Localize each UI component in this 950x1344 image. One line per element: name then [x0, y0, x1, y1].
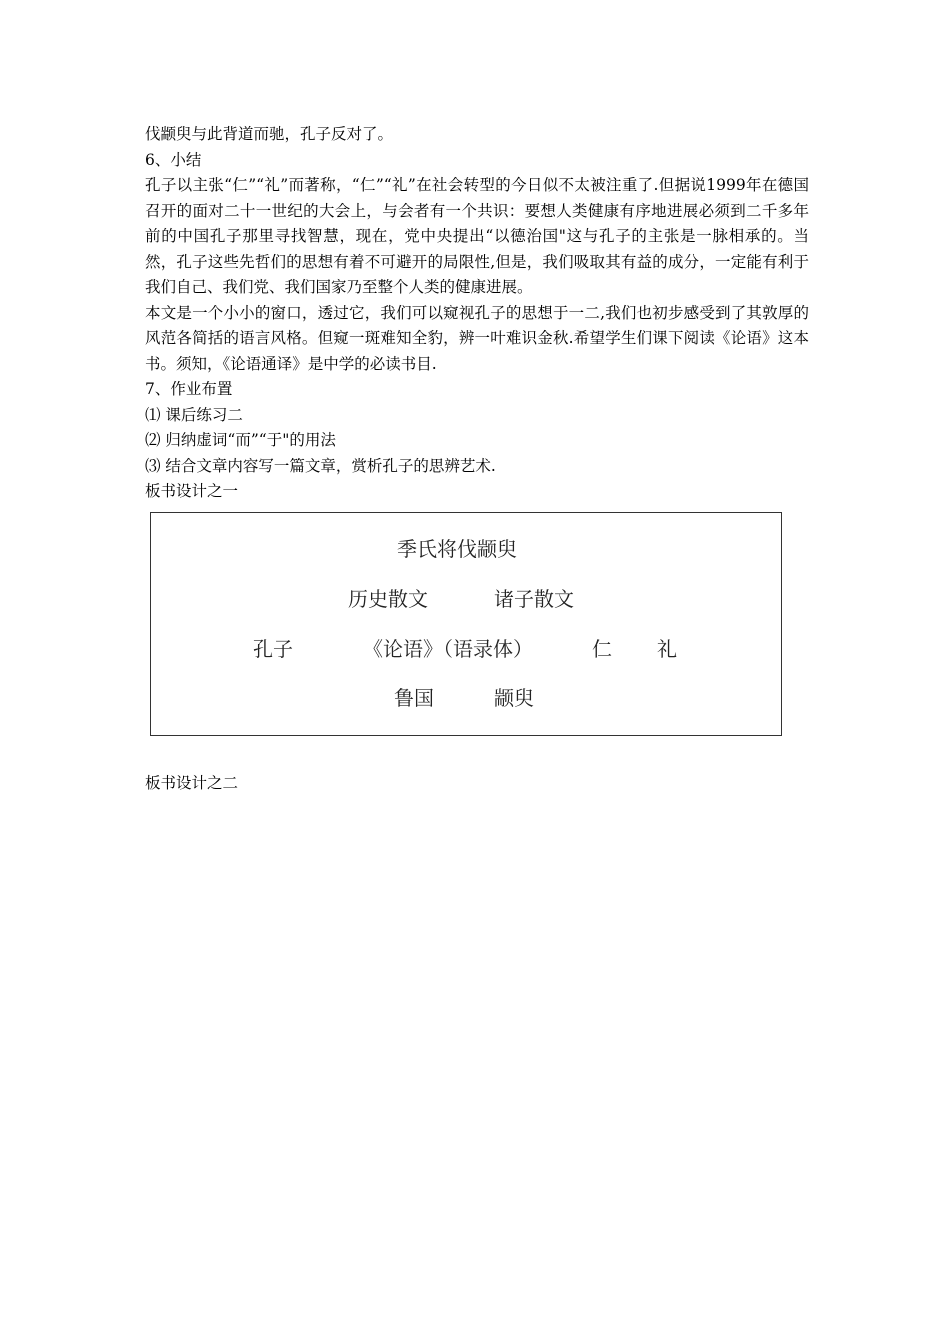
homework-item-3: ⑶ 结合文章内容写一篇文章，赏析孔子的思辨艺术. — [145, 456, 496, 475]
homework-item-1: ⑴ 课后练习二 — [145, 405, 243, 424]
summary-paragraph-2: 本文是一个小小的窗口，透过它，我们可以窥视孔子的思想于一二,我们也初步感受到了其敦厚的风范各简括的语言风格。但窥一斑难知全豹，辨一叶难识金秋.希望学生们课下阅读《论语》这本书。须知，《论语通译》是中学的必读书目. — [145, 303, 809, 373]
board-genre-philosophy: 诸子散文 — [494, 587, 574, 611]
board-design-1-title: 板书设计之一 — [145, 482, 239, 500]
summary-paragraph-1: 孔子以主张“仁”“礼”而著称，“仁”“礼”在社会转型的今日似不太被注重了.但据说1999年在德国召开的面对二十一世纪的大会上，与会者有一个共识：要想人类健康有序地进展必须到二千多年前的中国孔子那里寻找智慧，现在，党中央提出“以德治国"这与孔子的主张是一脉相承的。当然，孔子这些先哲们的思想有着不可避开的局限性,但是，我们吸取其有益的成分，一定能有利于我们自己、我们党、我们国家乃至整个人类的健康进展。 — [145, 176, 809, 296]
section-heading-summary: 6、小结 — [145, 150, 202, 169]
blackboard-design-box — [150, 512, 782, 736]
homework-item-2: ⑵ 归纳虚词“而”“于"的用法 — [145, 431, 336, 449]
document-body — [145, 122, 809, 505]
board-state: 鲁国 — [394, 686, 434, 710]
board-book: 《论语》（语录体） — [363, 637, 533, 661]
section-heading-homework: 7、作业布置 — [145, 380, 233, 398]
board-genre-history: 历史散文 — [348, 587, 428, 611]
text-line: 伐颛臾与此背道而驰，孔子反对了。 — [145, 125, 394, 143]
board-concept-li: 礼 — [657, 637, 677, 661]
board-design-2-title: 板书设计之二 — [145, 774, 239, 792]
board-title: 季氏将伐颛臾 — [397, 537, 517, 561]
board-target: 颛臾 — [494, 686, 534, 710]
board-person: 孔子 — [253, 637, 293, 661]
board-concept-ren: 仁 — [592, 637, 612, 661]
